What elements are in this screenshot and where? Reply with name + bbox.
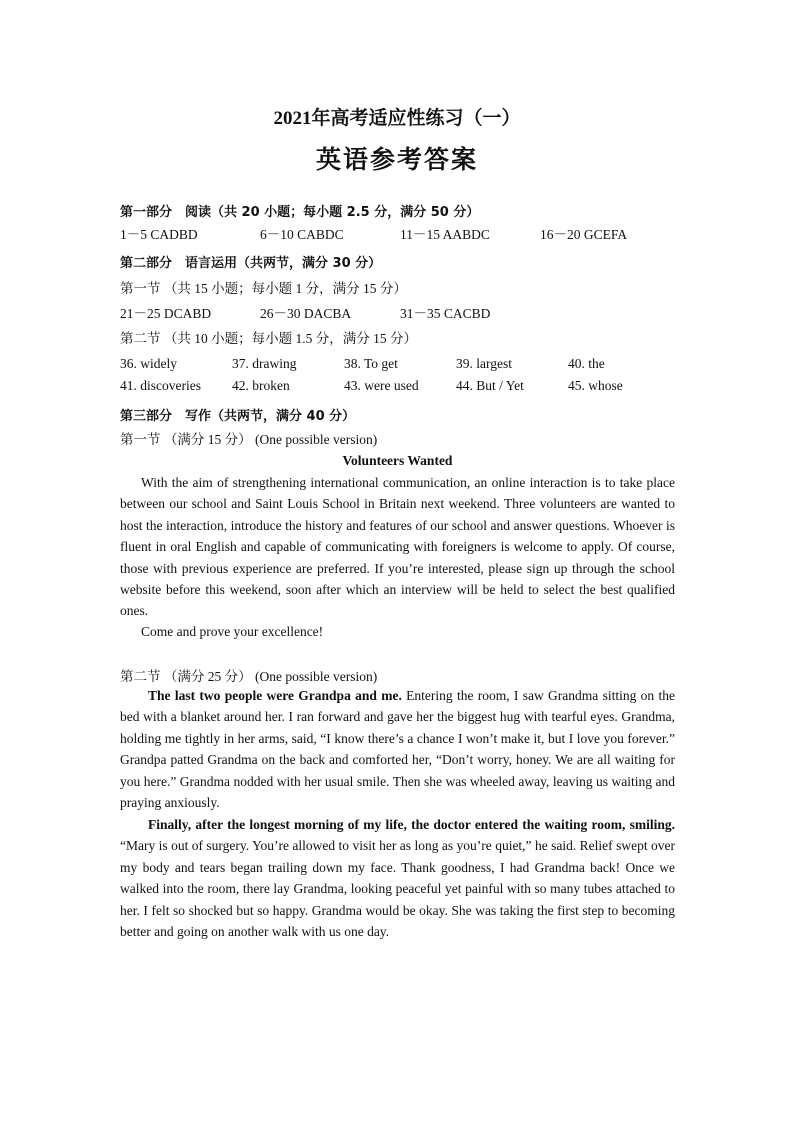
blank-answer: 38. To get xyxy=(344,356,398,371)
essay2-para1-lead: The last two people were Grandpa and me. xyxy=(148,688,402,703)
essay2-paragraph-1 xyxy=(120,685,675,813)
part2-section1-label: 第一节 （共 15 小题；每小题 1 分，满分 15 分） xyxy=(120,281,407,296)
part2-heading: 第二部分 语言运用（共两节，满分 30 分） xyxy=(120,256,382,271)
blank-answer: 44. But / Yet xyxy=(456,378,524,393)
essay1-paragraph: With the aim of strengthening international communication, an online interaction is to take place between our school and Saint Louis School in Britain next weekend. Three volunteers are wanted to host the interaction, introduce the history and features of our school and answer questions. Whoever is fluent in oral English and capable of communicating with foreigners is welcome to apply. Of course, those with previous experience are preferred. If you’re interested, please sign up through the school website before this weekend, soon after which an interview will be held to select the best qualified ones. xyxy=(120,475,675,619)
part2-answer: 31－35 CACBD xyxy=(400,306,491,321)
blank-answer: 42. broken xyxy=(232,378,290,393)
essay2-para2-lead: Finally, after the longest morning of my life, the doctor entered the waiting room, smiling. xyxy=(148,817,675,832)
part2-answer: 21－25 DCABD xyxy=(120,306,212,321)
page-title: 2021年高考适应性练习（一） xyxy=(273,108,521,129)
essay2-para2-body: “Mary is out of surgery. You’re allowed to visit her as long as you’re quiet,” he said. Relief swept over my body and tears began trailing down my face. Thank goodness, I had Grandma back! Once we walked into the room, there lay Grandma, looking peaceful yet painful with so many tubes attached to her. I felt so shocked but so happy. Grandma would be okay. She was taking the first step to becoming better and going on another walk with us one day. xyxy=(120,838,675,940)
part3-heading: 第三部分 写作（共两节，满分 40 分） xyxy=(120,409,356,424)
part1-answer: 11－15 AABDC xyxy=(400,227,490,242)
blank-answer: 43. were used xyxy=(344,378,419,393)
part1-heading: 第一部分 阅读（共 20 小题；每小题 2.5 分，满分 50 分） xyxy=(120,205,480,220)
blank-answer: 45. whose xyxy=(568,378,623,393)
essay2-para1-body: Entering the room, I saw Grandma sitting on the bed with a blanket around her. I ran forward and gave her the biggest hug with tearful eyes. Grandma, holding me tightly in her arms, said, “I know there’s a chance I won’t make it, but I love you forever.” Grandpa patted Grandma on the back and comforted her, “Don’t worry, honey. We are all waiting for you here.” Grandma nodded with her usual smile. Then she was wheeled away, leaving us waiting and praying anxiously. xyxy=(120,688,675,811)
part1-answer: 6－10 CABDC xyxy=(260,227,344,242)
essay-title: Volunteers Wanted xyxy=(342,453,453,468)
part2-section2-label: 第二节 （共 10 小题；每小题 1.5 分，满分 15 分） xyxy=(120,331,417,346)
part3-section2-label: 第二节 （满分 25 分） (One possible version) xyxy=(120,669,378,684)
part1-answer: 1－5 CADBD xyxy=(120,227,198,242)
part1-answer: 16－20 GCEFA xyxy=(540,227,628,242)
part2-answer: 26－30 DACBA xyxy=(260,306,352,321)
blank-answer: 37. drawing xyxy=(232,356,297,371)
blank-answer: 36. widely xyxy=(120,356,177,371)
part3-section1-label: 第一节 （满分 15 分） (One possible version) xyxy=(120,432,378,447)
essay2-paragraph-2 xyxy=(120,814,675,942)
blank-answer: 41. discoveries xyxy=(120,378,201,393)
essay1-closing: Come and prove your excellence! xyxy=(141,624,324,639)
blank-answer: 39. largest xyxy=(456,356,512,371)
page-subtitle: 英语参考答案 xyxy=(315,147,478,174)
blank-answer: 40. the xyxy=(568,356,605,371)
